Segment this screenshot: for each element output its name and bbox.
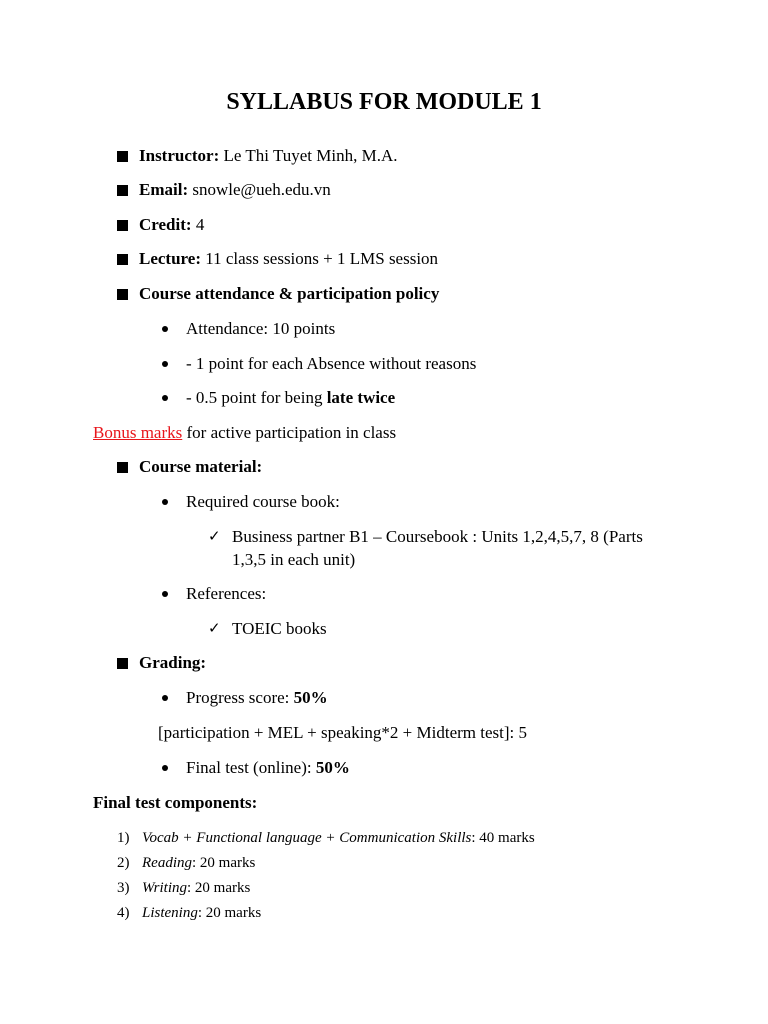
square-bullet-icon [117,658,128,669]
list-number: 2) [117,855,130,871]
references-label: References: [186,584,267,603]
final-test-line [186,757,350,779]
list-item [142,878,250,898]
square-bullet-icon [117,289,128,300]
final-value: 50% [315,758,350,777]
reference-item: TOEIC books [232,619,327,638]
bonus-text: for active participation in class [182,423,397,442]
component-name: Listening [142,905,198,921]
book-line-1: Business partner B1 – Coursebook : Units 1,2,4,5,7, 8 (Parts [232,527,643,546]
square-bullet-icon [117,220,128,231]
progress-score-line [186,687,328,709]
list-item [142,853,255,873]
list-number: 4) [117,905,130,921]
attendance-item-late [186,387,395,409]
square-bullet-icon [117,185,128,196]
final-components-heading: Final test components: [93,793,258,812]
credit-line [139,214,204,236]
component-marks: : 20 marks [187,880,251,896]
list-item [142,903,261,923]
checkmark-icon: ✓ [208,527,221,545]
list-number: 3) [117,880,130,896]
checkmark-icon: ✓ [208,619,221,637]
attendance-heading: Course attendance & participation policy [139,284,440,303]
component-name: Writing [142,880,188,896]
lecture-label: Lecture: [139,249,201,268]
email-value: snowle@ueh.edu.vn [188,180,331,199]
round-bullet-icon [162,499,168,505]
progress-value: 50% [293,688,328,707]
bonus-line [93,422,396,444]
progress-prefix: Progress score: [186,688,294,707]
component-marks: : 20 marks [197,905,262,921]
bonus-marks-link[interactable]: Bonus marks [93,423,183,442]
round-bullet-icon [162,695,168,701]
round-bullet-icon [162,765,168,771]
square-bullet-icon [117,462,128,473]
attendance-item-points: Attendance: 10 points [186,319,336,338]
book-line-2: 1,3,5 in each unit) [232,550,356,569]
page-title: SYLLABUS FOR MODULE 1 [226,89,542,115]
list-item [142,828,535,848]
progress-formula: [participation + MEL + speaking*2 + Midterm test]: 5 [158,723,528,742]
attendance-item-absence: - 1 point for each Absence without reasons [186,354,477,373]
credit-value: 4 [191,215,205,234]
square-bullet-icon [117,254,128,265]
email-label: Email: [139,180,189,199]
credit-label: Credit: [139,215,192,234]
round-bullet-icon [162,395,168,401]
round-bullet-icon [162,591,168,597]
list-number: 1) [117,830,130,846]
component-name: Vocab + Functional language + Communication Skills [142,830,472,846]
instructor-value: Le Thi Tuyet Minh, M.A. [219,146,398,165]
round-bullet-icon [162,361,168,367]
email-line [139,179,331,201]
material-heading: Course material: [139,457,263,476]
grading-heading: Grading: [139,653,207,672]
instructor-line [139,145,397,167]
square-bullet-icon [117,151,128,162]
instructor-label: Instructor: [139,146,220,165]
round-bullet-icon [162,326,168,332]
component-marks: : 40 marks [471,830,535,846]
final-prefix: Final test (online): [186,758,316,777]
lecture-line [139,248,438,270]
required-book-label: Required course book: [186,492,340,511]
lecture-value: 11 class sessions + 1 LMS session [201,249,439,268]
late-prefix: - 0.5 point for being [186,388,327,407]
component-marks: : 20 marks [192,855,256,871]
component-name: Reading [142,855,192,871]
late-bold: late twice [326,388,396,407]
